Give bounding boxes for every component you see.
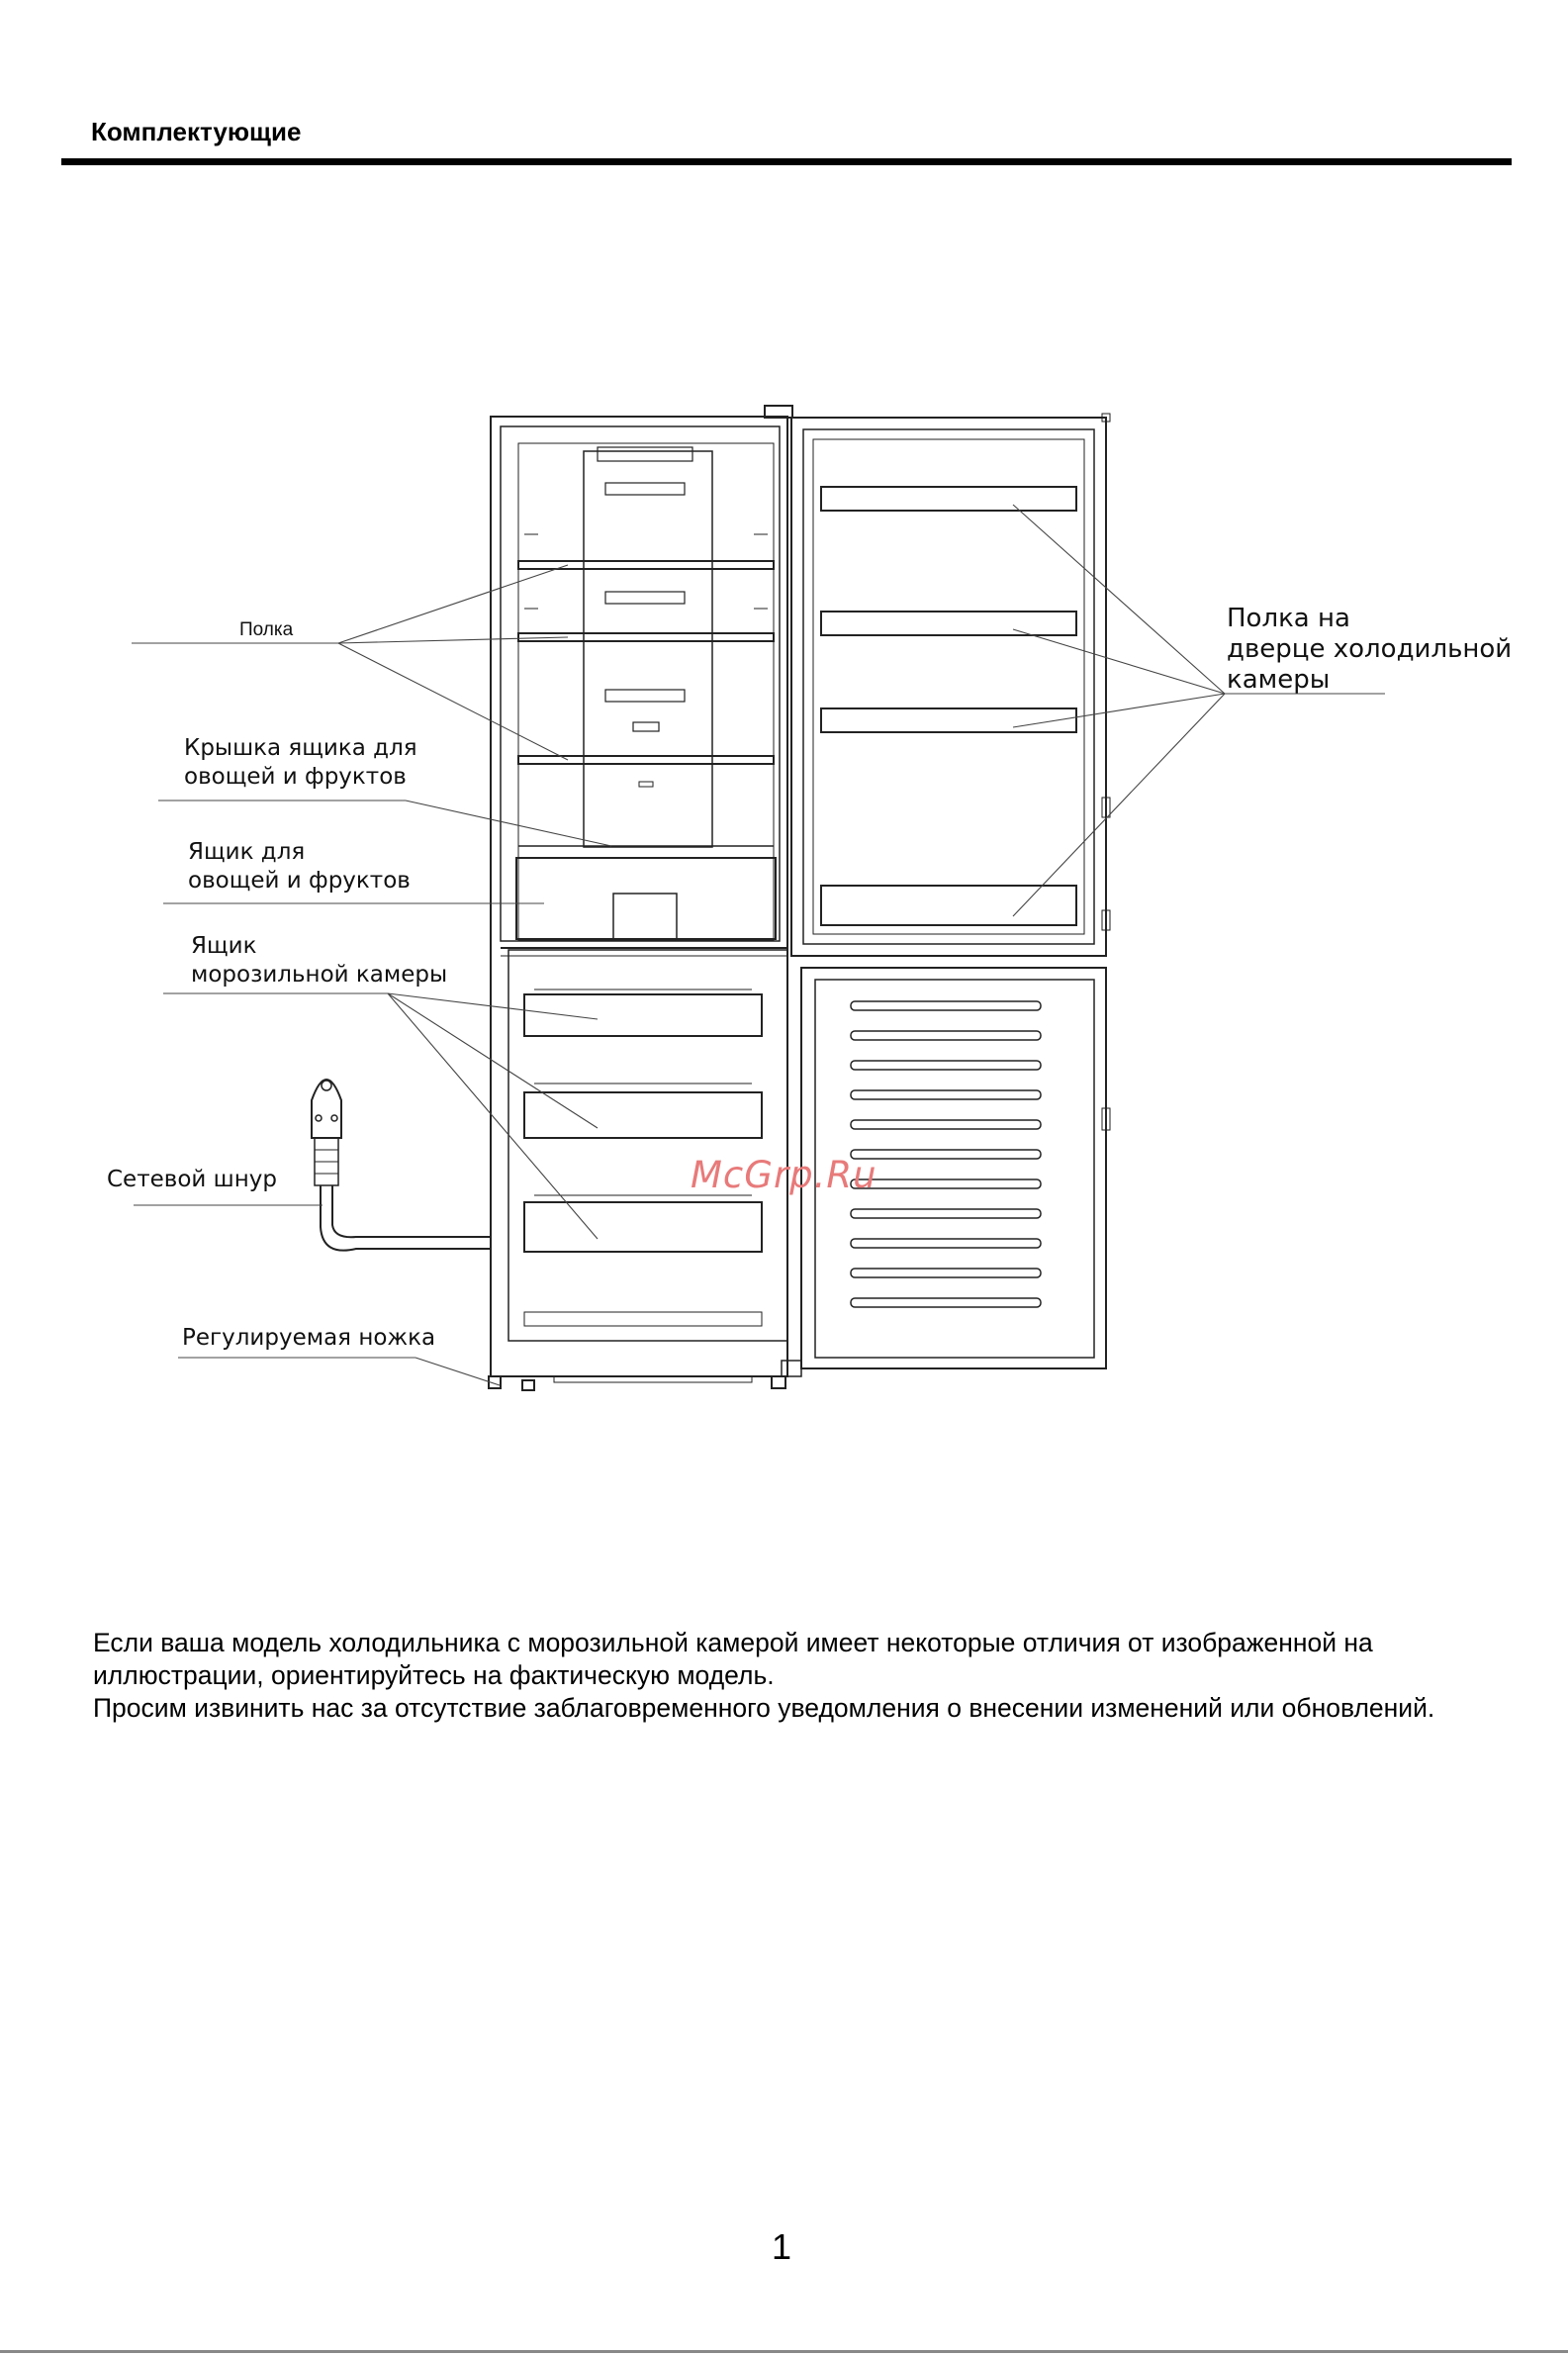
disclaimer-note [93,1627,1518,1725]
label-power-cord: Сетевой шнур [107,1167,277,1192]
label-freezer-drawer: Ящик морозильной камеры [191,933,448,988]
note-paragraph-2: Просим извинить нас за отсутствие заблаговременного уведомления о внесении изменений или обновлений. [93,1693,1435,1723]
section-title: Комплектующие [91,117,302,146]
label-crisper: Ящик для овощей и фруктов [188,839,411,894]
watermark: McGrp.Ru [691,1154,877,1196]
label-door-shelf: Полка на дверце холодильной камеры [1227,604,1513,695]
bottom-divider [0,2350,1568,2353]
label-shelf: Полка [239,619,294,640]
power-cord [312,1080,491,1251]
cabinet-body [489,406,792,1390]
label-adjustable-foot: Регулируемая ножка [182,1325,436,1351]
note-paragraph-1: Если ваша модель холодильника с морозильной камерой имеет некоторые отличия от изображенной на иллюстрации, ориентируйтесь на фактическую модель. [93,1628,1373,1690]
page-number: 1 [772,2226,792,2267]
label-crisper-cover: Крышка ящика для овощей и фруктов [184,735,417,790]
fridge-door [791,414,1110,956]
